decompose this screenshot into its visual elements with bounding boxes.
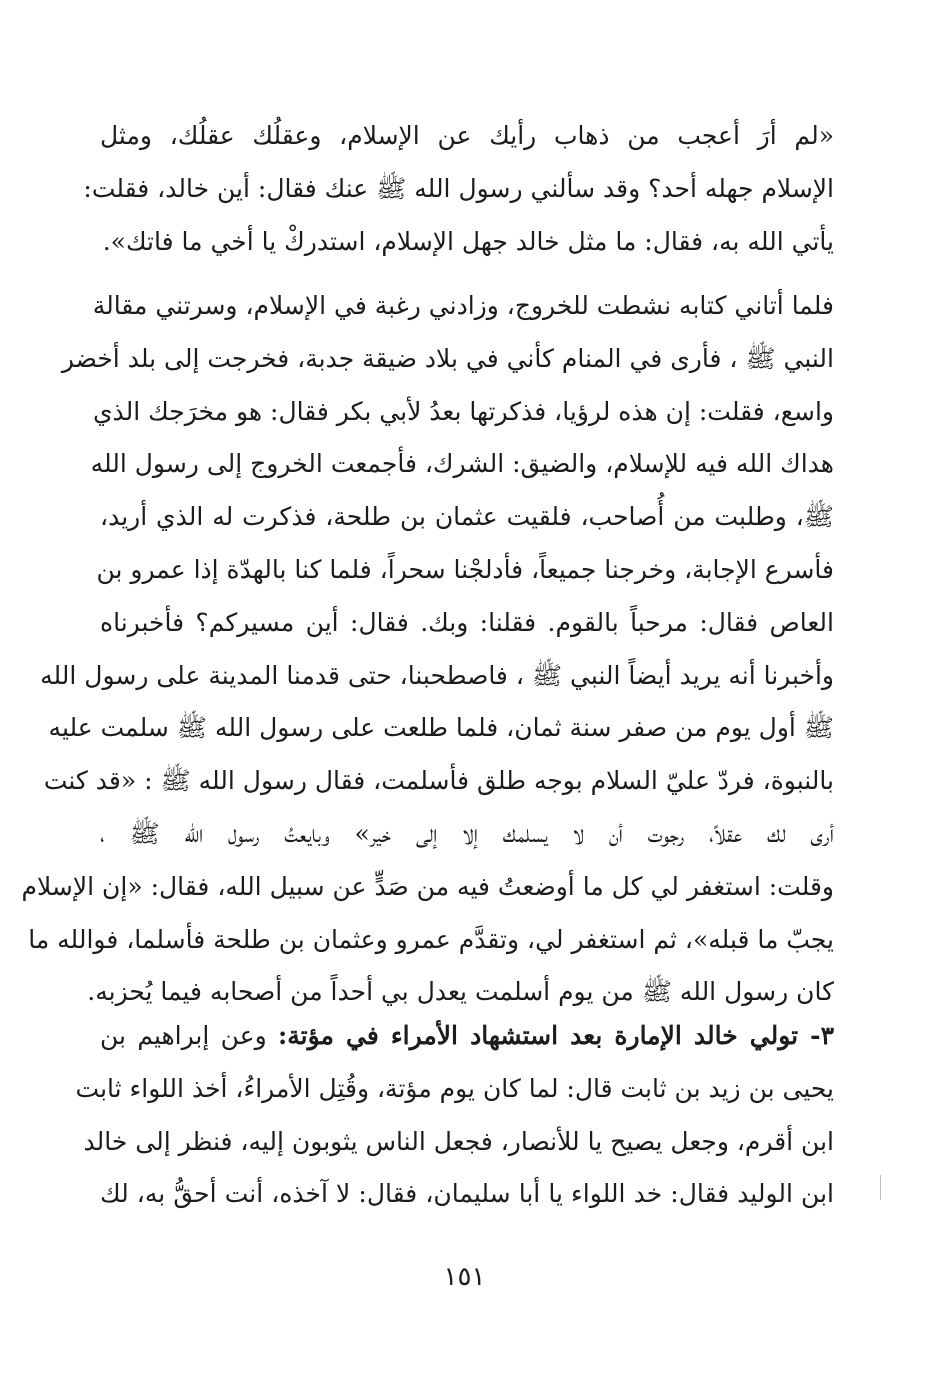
text-line: كان رسول الله ﷺ من يوم أسلمت يعدل بي أحداً من أصحابه فيما يُحزبه. <box>87 977 834 1007</box>
text-line: وأخبرنا أنه يريد أيضاً النبي ﷺ ، فاصطحبنا، حتى قدمنا المدينة على رسول الله <box>40 660 834 690</box>
margin-mark <box>880 1175 881 1200</box>
page-number: ١٥١ <box>443 1262 486 1292</box>
section-first-line <box>100 1010 834 1063</box>
text-line: واسع، فقلت: إن هذه لرؤيا، فذكرتها بعدُ لأبي بكر فقال: هو مخرَجك الذي <box>92 396 834 426</box>
text-line: النبي ﷺ ، فأرى في المنام كأني في بلاد ضيقة جدبة، فخرجت إلى بلد أخضر <box>61 343 834 373</box>
text-line: ابن أقرم، وجعل يصيح يا للأنصار، فجعل الناس يثوبون إليه، فنظر إلى خالد <box>83 1126 834 1156</box>
text-line: يحيى بن زيد بن ثابت قال: لما كان يوم مؤتة، وقُتِل الأمراءُ، أخذ اللواء ثابت <box>75 1073 834 1103</box>
text-line: العاص فقال: مرحباً بالقوم. فقلنا: وبك. فقال: أين مسيركم؟ فأخبرناه <box>100 607 834 637</box>
section-heading-rest: وعن إبراهيم بن <box>100 1021 267 1050</box>
text-line: «لم أرَ أعجب من ذهاب رأيك عن الإسلام، وعقلُك عقلُك، ومثل <box>100 121 834 150</box>
text-line: ابن الوليد فقال: خد اللواء يا أبا سليمان، فقال: لا آخذه، أنت أحقُّ به، لك <box>100 1179 834 1209</box>
text-line: فأسرع الإجابة، وخرجنا جميعاً، فأدلجْنا سحراً، فلما كنا بالهدّة إذا عمرو بن <box>96 554 834 584</box>
paragraph-quote <box>83 110 834 268</box>
text-line: هداك الله فيه للإسلام، والضيق: الشرك، فأجمعت الخروج إلى رسول الله <box>90 449 834 479</box>
paragraph-section-3 <box>75 1010 834 1221</box>
text-line: وقلت: استغفر لي كل ما أوضعتُ فيه من صَدٍّ عن سبيل الله، فقال: «إن الإسلام <box>21 871 834 901</box>
text-line: فلما أتاني كتابه نشطت للخروج، وزادني رغبة في الإسلام، وسرتني مقالة <box>92 291 834 320</box>
paragraph-narrative <box>21 280 834 1019</box>
text-line: ﷺ، وطلبت من أُصاحب، فلقيت عثمان بن طلحة، فذكرت له الذي أريد، <box>100 502 834 532</box>
text-line: أرى لك عقلاً، رجوت أن لا يسلمك إلا إلى خير» وبايعتُ رسول الله ﷺ ، <box>100 818 834 848</box>
text-line: يأتي الله به، فقال: ما مثل خالد جهل الإسلام، استدركْ يا أخي ما فاتك». <box>102 226 834 256</box>
text-line: يجبّ ما قبله»، ثم استغفر لي، وتقدَّم عمرو وعثمان بن طلحة فأسلما، فوالله ما <box>28 924 834 954</box>
section-heading: ٣- تولي خالد الإمارة بعد استشهاد الأمراء في مؤتة: <box>278 1021 834 1050</box>
text-line: بالنبوة، فردّ عليّ السلام بوجه طلق فأسلمت، فقال رسول الله ﷺ : «قد كنت <box>43 766 834 796</box>
text-line: ﷺ أول يوم من صفر سنة ثمان، فلما طلعت على رسول الله ﷺ سلمت عليه <box>48 713 834 743</box>
text-line: الإسلام جهله أحد؟ وقد سألني رسول الله ﷺ عنك فقال: أين خالد، فقلت: <box>83 173 834 203</box>
